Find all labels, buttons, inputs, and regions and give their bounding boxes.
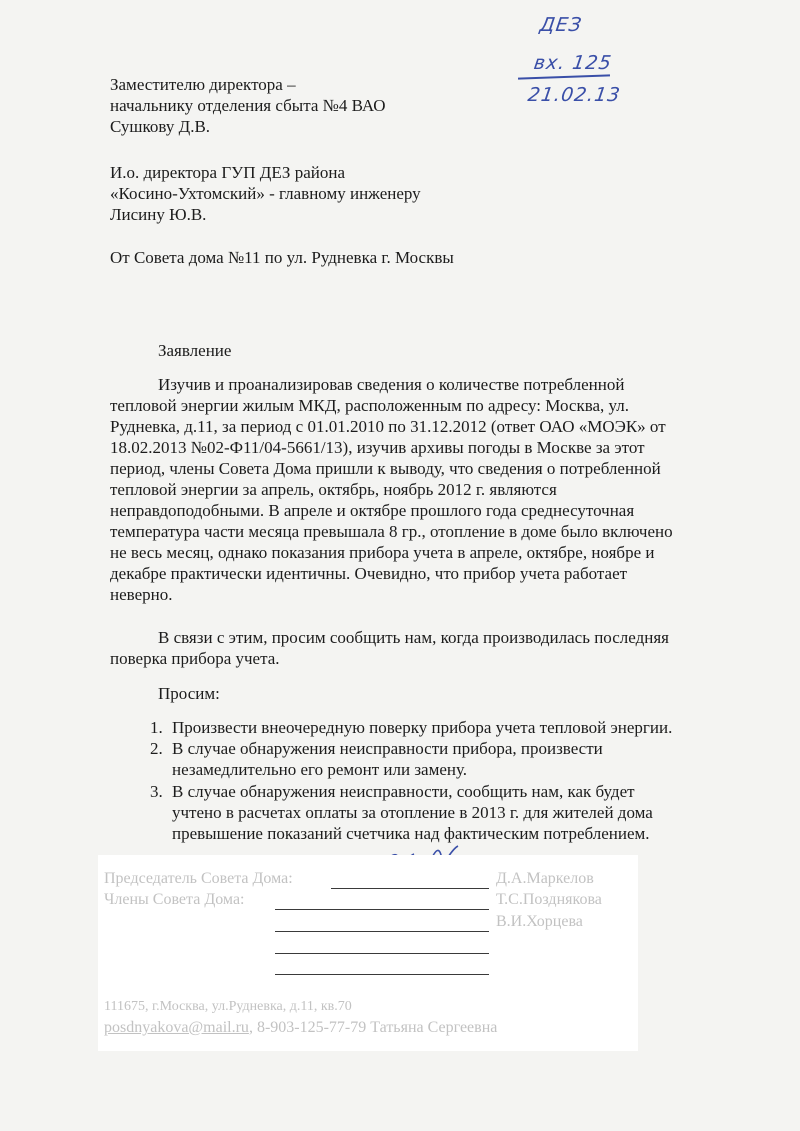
- addressee-2-line-3: Лисину Ю.В.: [110, 205, 207, 224]
- paragraph-1-line-2: тепловой энергии жилым МКД, расположенным по адресу: Москва, ул.: [110, 396, 630, 415]
- document-title: Заявление: [158, 341, 232, 360]
- request-text-line: В случае обнаружения неисправности прибора, произвести: [172, 739, 603, 758]
- member-3-signature-line: [275, 953, 489, 954]
- request-heading: Просим:: [158, 684, 220, 703]
- request-number: 1.: [150, 718, 163, 737]
- signature-block: [98, 855, 638, 1051]
- addressee-1-line-1: Заместителю директора –: [110, 75, 296, 94]
- paragraph-1-line-4: 18.02.2013 №02-Ф11/04-5661/13), изучив архивы погоды в Москве за этот: [110, 438, 645, 457]
- stamp-org: ДЕЗ: [538, 14, 584, 36]
- contact-line: [104, 1019, 497, 1037]
- request-number: 2.: [150, 739, 163, 758]
- request-number: 3.: [150, 782, 163, 801]
- members-label: Члены Совета Дома:: [104, 891, 245, 908]
- paragraph-1-line-5: период, члены Совета Дома пришли к выводу, что сведения о потребленной: [110, 459, 661, 478]
- paragraph-1-line-3: Рудневка, д.11, за период с 01.01.2010 по 31.12.2012 (ответ ОАО «МОЭК» от: [110, 417, 666, 436]
- addressee-2-line-1: И.о. директора ГУП ДЕЗ района: [110, 163, 345, 182]
- contact-phone-name: , 8-903-125-77-79 Татьяна Сергеевна: [248, 1019, 498, 1036]
- addressee-1-line-2: начальнику отделения сбыта №4 ВАО: [110, 96, 386, 115]
- chair-label: Председатель Совета Дома:: [104, 870, 293, 887]
- request-item-2: [150, 739, 746, 780]
- request-text-line: учтено в расчетах оплаты за отопление в 2013 г. для жителей дома: [172, 803, 653, 822]
- request-text-line: Произвести внеочередную поверку прибора учета тепловой энергии.: [172, 718, 673, 737]
- request-item-1: [150, 718, 746, 738]
- addressee-1-line-3: Сушкову Д.В.: [110, 117, 211, 136]
- request-item-3: [150, 782, 746, 844]
- stamp-underline-1: [518, 74, 610, 79]
- paragraph-2-line-2: поверка прибора учета.: [110, 649, 280, 668]
- paragraph-1-line-7: неправдоподобными. В апреле и октябре прошлого года среднесуточная: [110, 501, 635, 520]
- paragraph-1-line-1: Изучив и проанализировав сведения о количестве потребленной: [158, 375, 625, 394]
- request-text-line: превышение показаний счетчика над фактическим потреблением.: [172, 824, 650, 843]
- paragraph-1-line-6: тепловой энергии за апрель, октябрь, ноябрь 2012 г. являются: [110, 480, 557, 499]
- chair-name: Д.А.Маркелов: [496, 870, 594, 887]
- request-text-line: В случае обнаружения неисправности, сообщить нам, как будет: [172, 782, 635, 801]
- member-2-signature-line: [275, 931, 489, 932]
- stamp-date: 21.02.13: [526, 84, 623, 106]
- stamp-incoming: вх. 125: [532, 52, 614, 74]
- paragraph-2-line-1: В связи с этим, просим сообщить нам, когда производилась последняя: [158, 628, 669, 647]
- addressee-2-line-2: «Косино-Ухтомский» - главному инженеру: [110, 184, 421, 203]
- paragraph-1-line-8: температура части месяца превышала 8 гр., отопление в доме было включено: [110, 522, 673, 541]
- paragraph-1-line-11: неверно.: [110, 585, 173, 604]
- member-1-name: Т.С.Позднякова: [496, 891, 602, 908]
- request-text-line: незамедлительно его ремонт или замену.: [172, 760, 468, 779]
- contact-email[interactable]: posdnyakova@mail.ru: [104, 1019, 249, 1036]
- contact-address: 111675, г.Москва, ул.Рудневка, д.11, кв.70: [104, 999, 352, 1014]
- paragraph-1-line-10: декабре практически идентичны. Очевидно, что прибор учета работает: [110, 564, 628, 583]
- chair-signature-line: [331, 888, 489, 889]
- member-4-signature-line: [275, 974, 489, 975]
- sender-line: От Совета дома №11 по ул. Рудневка г. Москвы: [110, 248, 454, 267]
- member-2-name: В.И.Хорцева: [496, 913, 583, 930]
- member-1-signature-line: [275, 909, 489, 910]
- paragraph-1-line-9: не весь месяц, однако показания прибора учета в апреле, октябре, ноябре и: [110, 543, 655, 562]
